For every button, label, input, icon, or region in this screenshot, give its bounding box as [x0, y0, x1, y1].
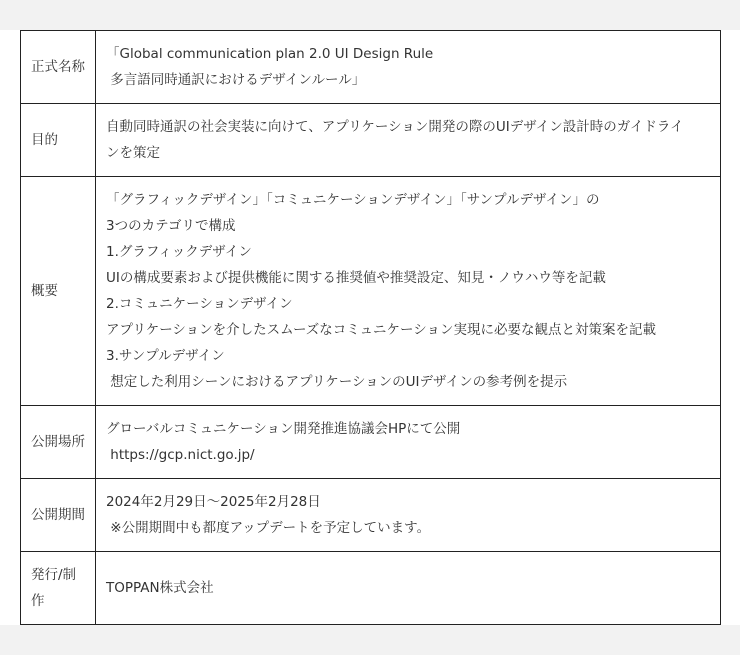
- official-name-line-1: 「Global communication plan 2.0 UI Design Rule: [106, 46, 434, 62]
- summary-line-1: 「グラフィックデザイン」「コミュニケーションデザイン」「サンプルデザイン」の: [106, 192, 600, 208]
- table-row-summary: [21, 177, 721, 406]
- bottom-margin: [0, 625, 740, 655]
- purpose-line-1: 自動同時通訳の社会実装に向けて、アプリケーション開発の際のUIデザイン設計時のガイドライ: [106, 119, 684, 135]
- top-margin: [0, 0, 740, 30]
- summary-line-6: アプリケーションを介したスムーズなコミュニケーション実現に必要な観点と対策案を記載: [106, 322, 656, 338]
- label-publication-place: 公開場所: [31, 434, 85, 450]
- label-cell-purpose: [21, 104, 96, 177]
- value-cell-publication-place: [96, 406, 721, 479]
- label-cell-publication-place: [21, 406, 96, 479]
- summary-line-2: 3つのカテゴリで構成: [106, 218, 236, 234]
- info-table: [20, 30, 721, 625]
- table-row-publication-period: [21, 479, 721, 552]
- summary-line-5: 2.コミュニケーションデザイン: [106, 296, 293, 312]
- table-row-purpose: [21, 104, 721, 177]
- value-cell-publication-period: [96, 479, 721, 552]
- value-cell-publisher: [96, 552, 721, 625]
- label-summary: 概要: [31, 283, 58, 299]
- label-purpose: 目的: [31, 132, 58, 148]
- summary-line-7: 3.サンプルデザイン: [106, 348, 225, 364]
- table-row-publication-place: [21, 406, 721, 479]
- publication-period-line-1: 2024年2月29日～2025年2月28日: [106, 494, 321, 510]
- publisher-line-1: TOPPAN株式会社: [106, 580, 214, 596]
- value-cell-summary: [96, 177, 721, 406]
- label-cell-publication-period: [21, 479, 96, 552]
- publication-place-line-1: グローバルコミュニケーション開発推進協議会HPにて公開: [106, 421, 461, 437]
- publication-place-url[interactable]: https://gcp.nict.go.jp/: [106, 447, 255, 463]
- summary-line-3: 1.グラフィックデザイン: [106, 244, 252, 260]
- label-cell-publisher: [21, 552, 96, 625]
- table-row-official-name: [21, 31, 721, 104]
- summary-line-4: UIの構成要素および提供機能に関する推奨値や推奨設定、知見・ノウハウ等を記載: [106, 270, 606, 286]
- label-cell-summary: [21, 177, 96, 406]
- label-publication-period: 公開期間: [31, 507, 85, 523]
- value-cell-purpose: [96, 104, 721, 177]
- label-official-name: 正式名称: [31, 59, 85, 75]
- publication-period-line-2: ※公開期間中も都度アップデートを予定しています。: [106, 520, 431, 536]
- label-publisher: 発行/制作: [31, 567, 77, 609]
- purpose-line-2: ンを策定: [106, 145, 160, 161]
- label-cell-official-name: [21, 31, 96, 104]
- value-cell-official-name: [96, 31, 721, 104]
- table-row-publisher: [21, 552, 721, 625]
- summary-line-8: 想定した利用シーンにおけるアプリケーションのUIデザインの参考例を提示: [106, 374, 568, 390]
- official-name-line-2: 多言語同時通訳におけるデザインルール」: [106, 72, 366, 88]
